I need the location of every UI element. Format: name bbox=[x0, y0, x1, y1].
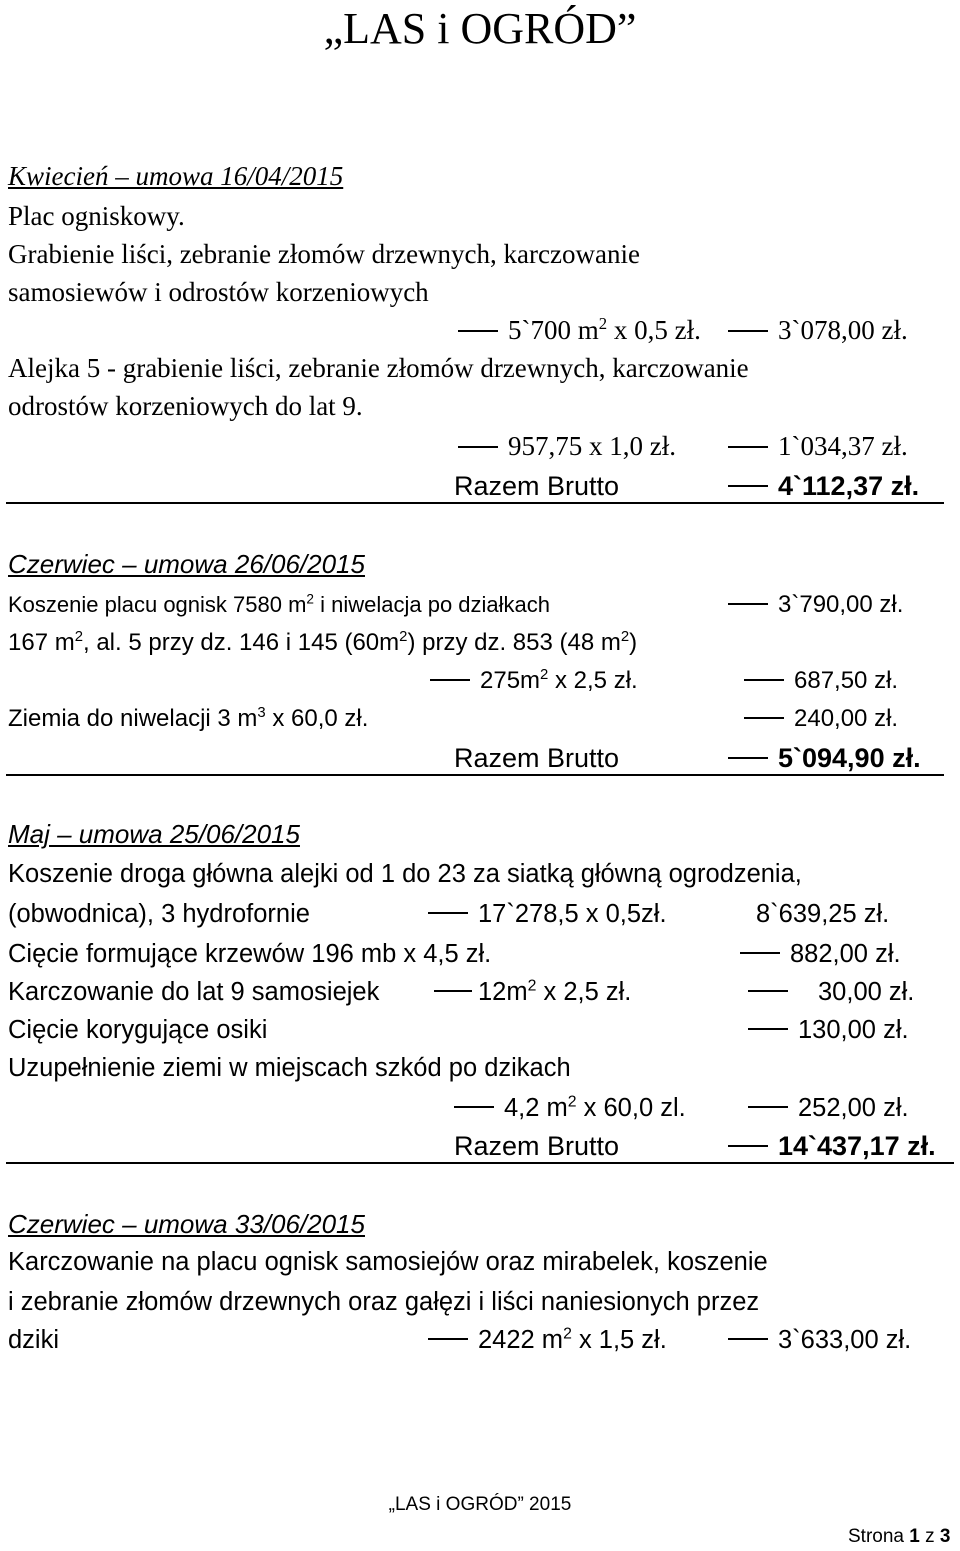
total-underline bbox=[6, 1162, 954, 1164]
dash-mark bbox=[430, 679, 470, 681]
section-title-june-33: Czerwiec – umowa 33/06/2015 bbox=[8, 1209, 365, 1239]
total-label: Razem Brutto bbox=[454, 743, 620, 773]
text-line: Cięcie korygujące osiki bbox=[8, 1016, 268, 1044]
amount-value: 252,00 zł. bbox=[748, 1092, 909, 1124]
text-line: Karczowanie na placu ognisk samosiejów oraz mirabelek, koszenie bbox=[8, 1248, 768, 1276]
text-line: Plac ogniskowy. bbox=[8, 201, 185, 231]
text-line: Uzupełnienie ziemi w miejscach szkód po dzikach bbox=[8, 1054, 571, 1082]
total-underline bbox=[6, 502, 944, 504]
text-line: Alejka 5 - grabienie liści, zebranie złomów drzewnych, karczowanie bbox=[8, 353, 749, 383]
text-line: i zebranie złomów drzewnych oraz gałęzi i liści naniesionych przez bbox=[8, 1288, 760, 1316]
text-line: dziki bbox=[8, 1326, 60, 1354]
dash-mark bbox=[740, 952, 780, 954]
text-line: Karczowanie do lat 9 samosiejek bbox=[8, 978, 380, 1006]
total-value: 14`437,17 zł. bbox=[728, 1130, 936, 1162]
amount-value: 3`633,00 zł. bbox=[728, 1324, 911, 1356]
total-value: 5`094,90 zł. bbox=[728, 742, 921, 774]
calc-line: 5`700 $m^2$ x 0,5 zł. bbox=[458, 314, 701, 346]
amount-value: 130,00 zł. bbox=[748, 1014, 909, 1046]
dash-mark bbox=[728, 485, 768, 487]
dash-mark bbox=[728, 757, 768, 759]
dash-mark bbox=[458, 446, 498, 448]
dash-mark bbox=[728, 603, 768, 605]
amount-value: 30,00 zł. bbox=[748, 976, 914, 1008]
page-title: „LAS i OGRÓD” bbox=[323, 4, 637, 53]
section-title-may: Maj – umowa 25/06/2015 bbox=[8, 819, 300, 849]
calc-line: 2422 $m^2$ x 1,5 zł. bbox=[428, 1324, 667, 1356]
text-line: 167 $m^2$, al. 5 przy dz. 146 i 145 $(60m^2)$ przy dz. 853 (48 $m^2$) bbox=[8, 629, 638, 656]
dash-mark bbox=[744, 717, 784, 719]
dash-mark bbox=[434, 990, 472, 992]
total-label: Razem Brutto bbox=[454, 471, 620, 501]
text-line: (obwodnica), 3 hydrofornie bbox=[8, 900, 310, 928]
total-underline bbox=[6, 774, 944, 776]
amount-value: 687,50 zł. bbox=[744, 666, 898, 696]
dash-mark bbox=[728, 1338, 768, 1340]
dash-mark bbox=[728, 330, 768, 332]
text-line: Ziemia do niwelacji 3 $m^3$ x 60,0 zł. bbox=[8, 705, 369, 732]
dash-mark bbox=[428, 912, 468, 914]
footer-center: „LAS i OGRÓD” 2015 bbox=[388, 1494, 572, 1515]
amount-value: 8`639,25 zł. bbox=[756, 900, 890, 928]
amount-value: 882,00 zł. bbox=[740, 938, 901, 970]
dash-mark bbox=[748, 1106, 788, 1108]
dash-mark bbox=[744, 679, 784, 681]
section-title-april: Kwiecień – umowa 16/04/2015 bbox=[8, 161, 344, 191]
text-line: Cięcie formujące krzewów 196 mb x 4,5 zł. bbox=[8, 940, 492, 968]
dash-mark bbox=[454, 1106, 494, 1108]
amount-value: 240,00 zł. bbox=[744, 704, 898, 734]
text-line: odrostów korzeniowych do lat 9. bbox=[8, 391, 363, 421]
dash-mark bbox=[428, 1338, 468, 1340]
text-line: Koszenie placu ognisk 7580 $m^2$ i niwelacja po działkach bbox=[8, 591, 551, 617]
text-line: Koszenie droga główna alejki od 1 do 23 za siatką główną ogrodzenia, bbox=[8, 860, 802, 888]
amount-value: 3`790,00 zł. bbox=[728, 590, 903, 620]
dash-mark bbox=[458, 330, 498, 332]
dash-mark bbox=[748, 1028, 788, 1030]
calc-line: 4,2 $m^2$ x 60,0 zl. bbox=[454, 1092, 686, 1124]
text-line: Grabienie liści, zebranie złomów drzewnych, karczowanie bbox=[8, 239, 640, 269]
amount-value: 1`034,37 zł. bbox=[728, 430, 908, 462]
text-line: samosiewów i odrostów korzeniowych bbox=[8, 277, 429, 307]
dash-mark bbox=[728, 446, 768, 448]
dash-mark bbox=[728, 1145, 768, 1147]
amount-value: 3`078,00 zł. bbox=[728, 314, 908, 346]
calc-line: $12m^2$ x 2,5 zł. bbox=[434, 976, 631, 1008]
total-label: Razem Brutto bbox=[454, 1131, 620, 1161]
page-number: Strona 1 z 3 bbox=[848, 1526, 951, 1547]
section-title-june: Czerwiec – umowa 26/06/2015 bbox=[8, 549, 365, 579]
total-value: 4`112,37 zł. bbox=[728, 470, 919, 502]
calc-line: 17`278,5 x 0,5zł. bbox=[428, 898, 667, 930]
calc-line: 957,75 x 1,0 zł. bbox=[458, 430, 676, 462]
dash-mark bbox=[748, 990, 788, 992]
calc-line: $275m^2$ x 2,5 zł. bbox=[430, 666, 638, 696]
